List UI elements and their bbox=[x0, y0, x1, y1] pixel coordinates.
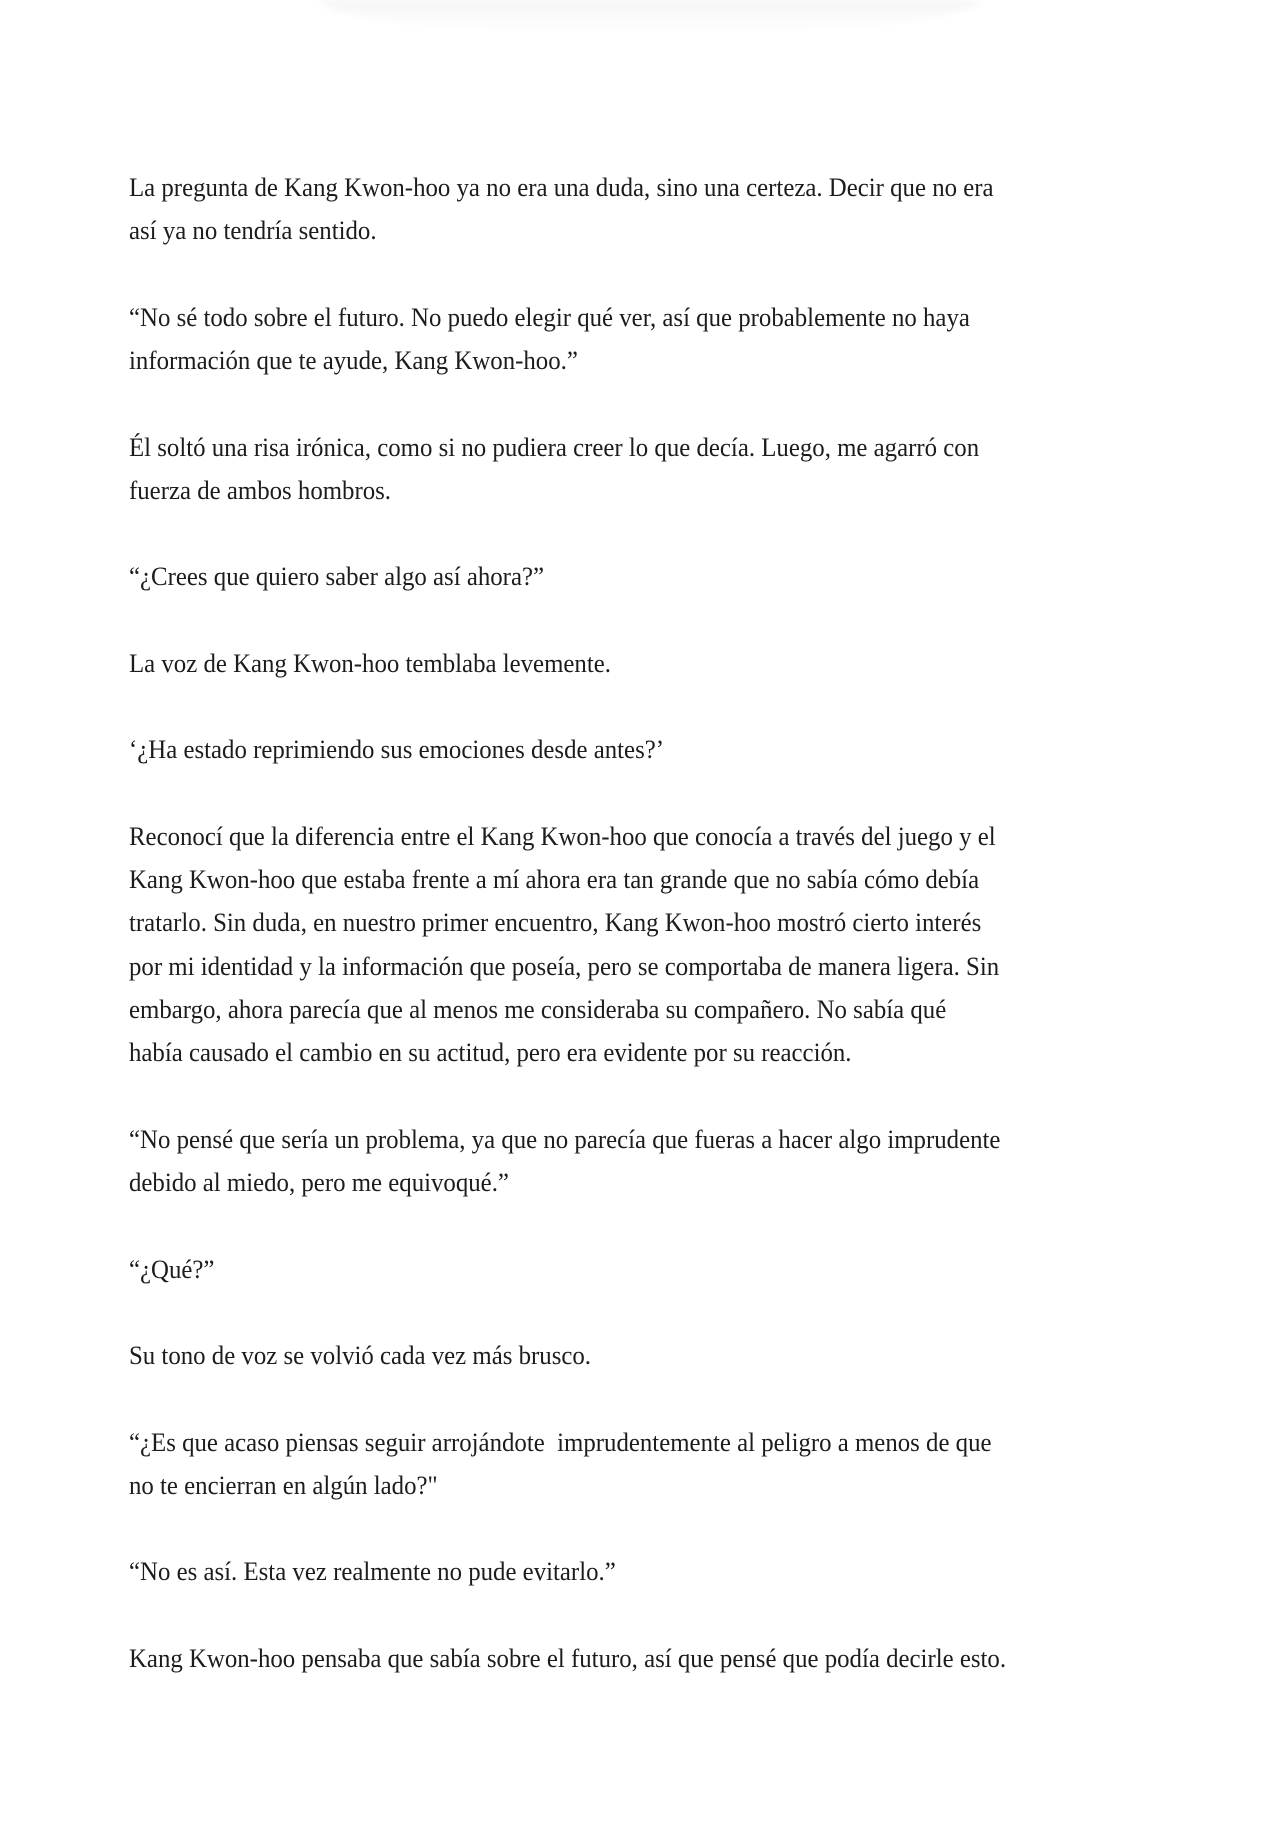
dialogue-line: “¿Crees que quiero saber algo así ahora?” bbox=[129, 562, 545, 591]
dialogue-line: “No sé todo sobre el futuro. No puedo elegir qué ver, así que probablemente no haya bbox=[129, 303, 970, 332]
paragraph-line: Su tono de voz se volvió cada vez más brusco. bbox=[129, 1341, 592, 1370]
paragraph-line: Él soltó una risa irónica, como si no pudiera creer lo que decía. Luego, me agarró con bbox=[129, 433, 980, 462]
paragraph-line: tratarlo. Sin duda, en nuestro primer encuentro, Kang Kwon-hoo mostró cierto interés bbox=[129, 908, 982, 937]
dialogue-line: “No es así. Esta vez realmente no pude evitarlo.” bbox=[129, 1557, 616, 1586]
dialogue-line: no te encierran en algún lado?" bbox=[129, 1471, 438, 1500]
paragraph-line: así ya no tendría sentido. bbox=[129, 216, 377, 245]
paragraph-line: Reconocí que la diferencia entre el Kang Kwon-hoo que conocía a través del juego y el bbox=[129, 822, 996, 851]
paragraph-line: fuerza de ambos hombros. bbox=[129, 476, 392, 505]
dialogue-line: “No pensé que sería un problema, ya que no parecía que fueras a hacer algo imprudente bbox=[129, 1125, 1001, 1154]
paragraph-line: había causado el cambio en su actitud, pero era evidente por su reacción. bbox=[129, 1038, 852, 1067]
dialogue-line: información que te ayude, Kang Kwon-hoo.” bbox=[129, 346, 578, 375]
paragraph-line: embargo, ahora parecía que al menos me consideraba su compañero. No sabía qué bbox=[129, 995, 947, 1024]
dialogue-line: debido al miedo, pero me equivoqué.” bbox=[129, 1168, 509, 1197]
dialogue-line: “¿Es que acaso piensas seguir arrojándote imprudentemente al peligro a menos de que bbox=[129, 1428, 992, 1457]
dialogue-line: “¿Qué?” bbox=[129, 1255, 215, 1284]
paragraph-line: Kang Kwon-hoo que estaba frente a mí ahora era tan grande que no sabía cómo debía bbox=[129, 865, 980, 894]
paragraph-line: Kang Kwon-hoo pensaba que sabía sobre el futuro, así que pensé que podía decirle esto. bbox=[129, 1644, 1007, 1673]
paragraph-line: La voz de Kang Kwon-hoo temblaba levemente. bbox=[129, 649, 611, 678]
paragraph-line: por mi identidad y la información que poseía, pero se comportaba de manera ligera. Sin bbox=[129, 952, 1000, 981]
paragraph-line: La pregunta de Kang Kwon-hoo ya no era una duda, sino una certeza. Decir que no era bbox=[129, 173, 994, 202]
thought-line: ‘¿Ha estado reprimiendo sus emociones desde antes?’ bbox=[129, 735, 665, 764]
